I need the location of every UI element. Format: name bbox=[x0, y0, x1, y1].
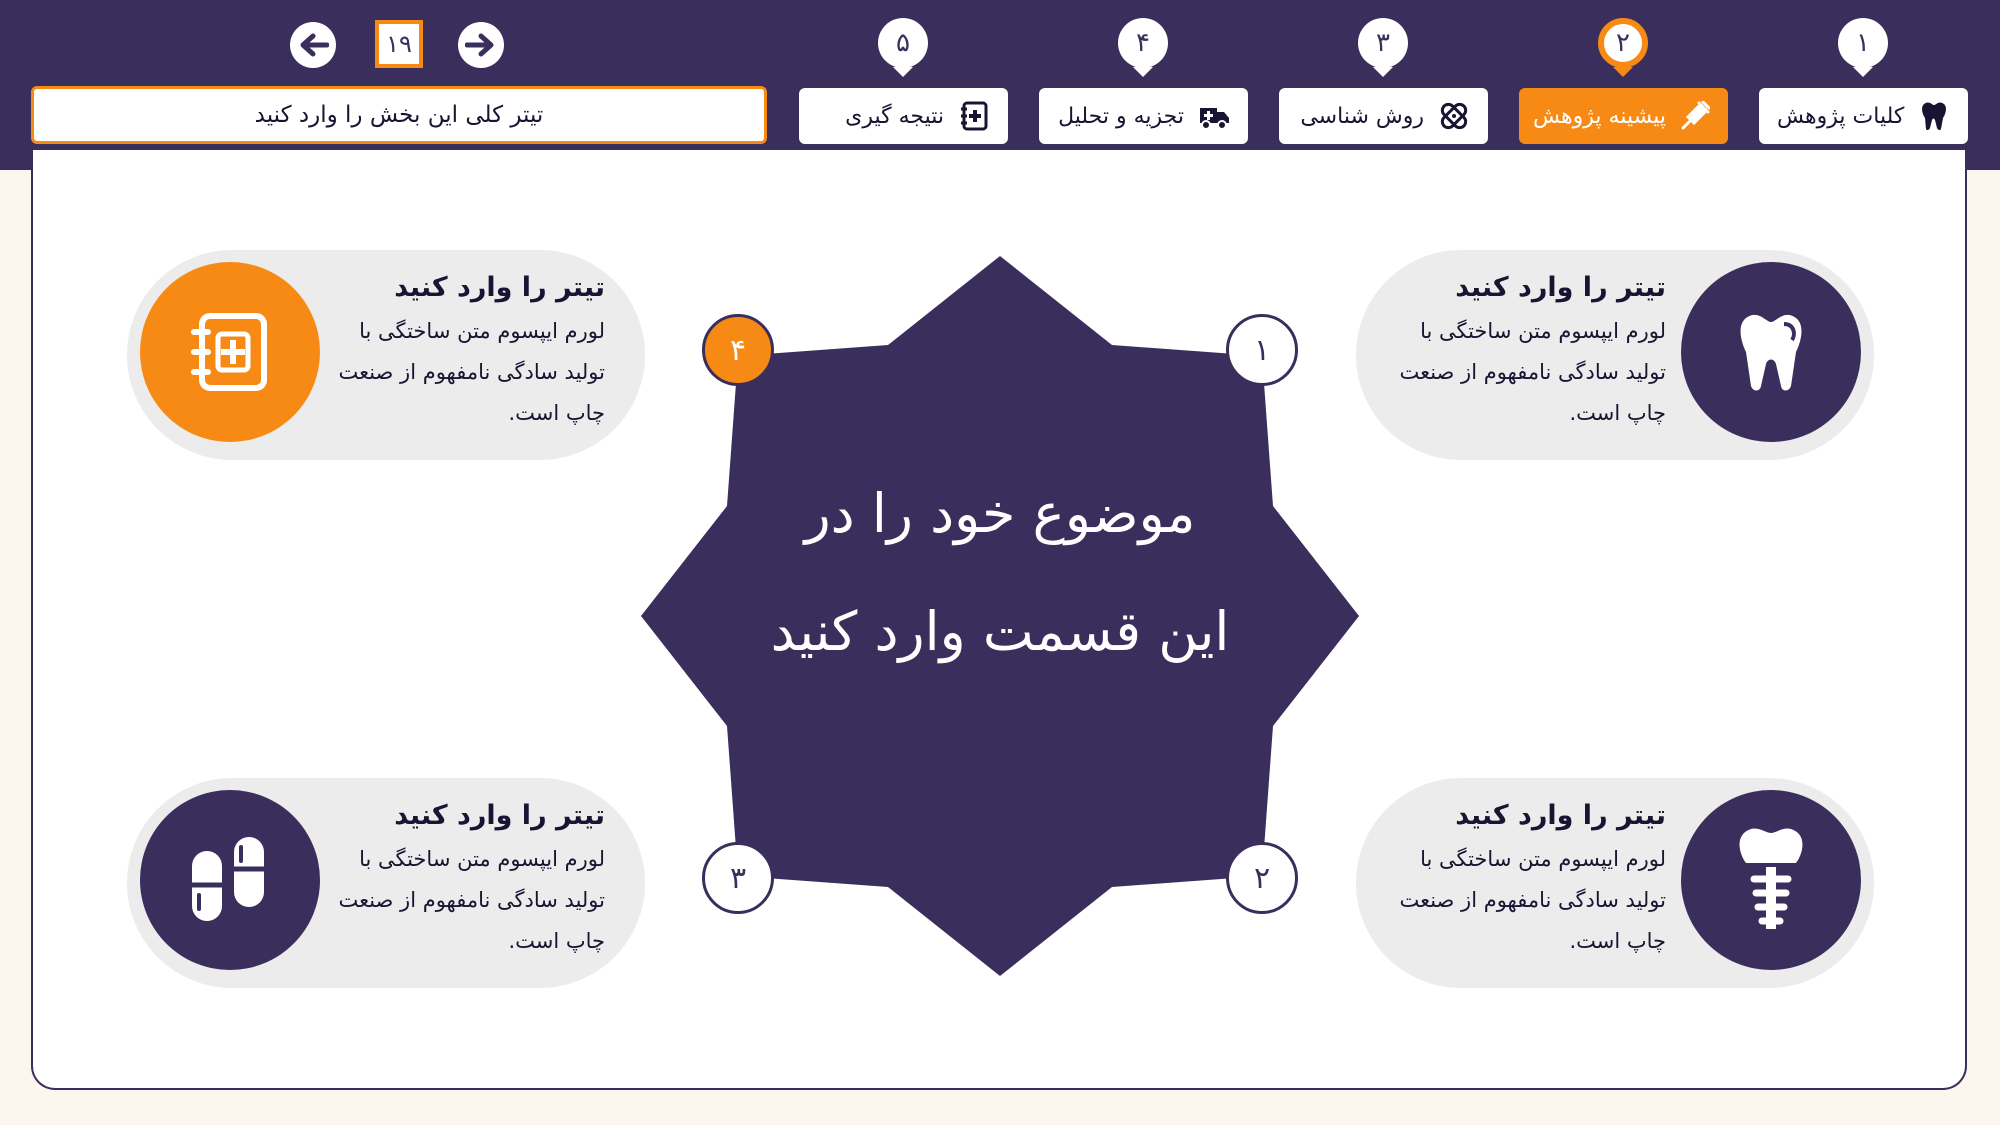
card-text bbox=[335, 778, 605, 962]
tab-label: نتیجه گیری bbox=[845, 103, 944, 129]
tab-label: پیشینه پژوهش bbox=[1533, 103, 1666, 129]
card-title: تیتر را وارد کنید bbox=[394, 272, 605, 303]
card-body: لورم ایپسوم متن ساختگی با تولید سادگی نامفهوم از صنعت چاپ است. bbox=[1399, 847, 1666, 953]
card-body: لورم ایپسوم متن ساختگی با تولید سادگی نامفهوم از صنعت چاپ است. bbox=[1399, 319, 1666, 425]
badge-2: ۲ bbox=[1226, 842, 1298, 914]
info-card-1 bbox=[1356, 250, 1874, 460]
badge-1: ۱ bbox=[1226, 314, 1298, 386]
badge-4: ۴ bbox=[702, 314, 774, 386]
card-icon-circle bbox=[1681, 790, 1861, 970]
tab-number-4: ۴ bbox=[1118, 18, 1168, 68]
card-icon-circle bbox=[140, 262, 320, 442]
tab-label: کلیات پژوهش bbox=[1777, 103, 1905, 129]
card-body: لورم ایپسوم متن ساختگی با تولید سادگی نامفهوم از صنعت چاپ است. bbox=[338, 847, 605, 953]
info-card-2 bbox=[1356, 778, 1874, 988]
tab-number-1: ۱ bbox=[1838, 18, 1888, 68]
center-topic-text[interactable]: موضوع خود را در این قسمت وارد کنید bbox=[770, 482, 1230, 663]
page-number: ۱۹ bbox=[375, 20, 423, 68]
badge-3: ۳ bbox=[702, 842, 774, 914]
card-title: تیتر را وارد کنید bbox=[1455, 800, 1666, 831]
tab-label: تجزیه و تحلیل bbox=[1058, 103, 1184, 129]
tab-number-2: ۲ bbox=[1598, 18, 1648, 68]
info-card-3 bbox=[127, 778, 645, 988]
card-body: لورم ایپسوم متن ساختگی با تولید سادگی نامفهوم از صنعت چاپ است. bbox=[338, 319, 605, 425]
tab-number-3: ۳ bbox=[1358, 18, 1408, 68]
tab-label: روش شناسی bbox=[1300, 103, 1424, 129]
tooth-icon bbox=[1736, 312, 1806, 392]
card-icon-circle bbox=[140, 790, 320, 970]
tab-number-5: ۵ bbox=[878, 18, 928, 68]
info-card-4 bbox=[127, 250, 645, 460]
card-text bbox=[335, 250, 605, 434]
medical-book-icon bbox=[190, 312, 270, 392]
pills-icon bbox=[190, 835, 270, 925]
card-icon-circle bbox=[1681, 262, 1861, 442]
card-text bbox=[1396, 250, 1666, 434]
section-title-input[interactable]: تیتر کلی این بخش را وارد کنید bbox=[31, 86, 767, 144]
card-title: تیتر را وارد کنید bbox=[1455, 272, 1666, 303]
dental-implant-icon bbox=[1736, 825, 1806, 935]
card-text bbox=[1396, 778, 1666, 962]
card-title: تیتر را وارد کنید bbox=[394, 800, 605, 831]
